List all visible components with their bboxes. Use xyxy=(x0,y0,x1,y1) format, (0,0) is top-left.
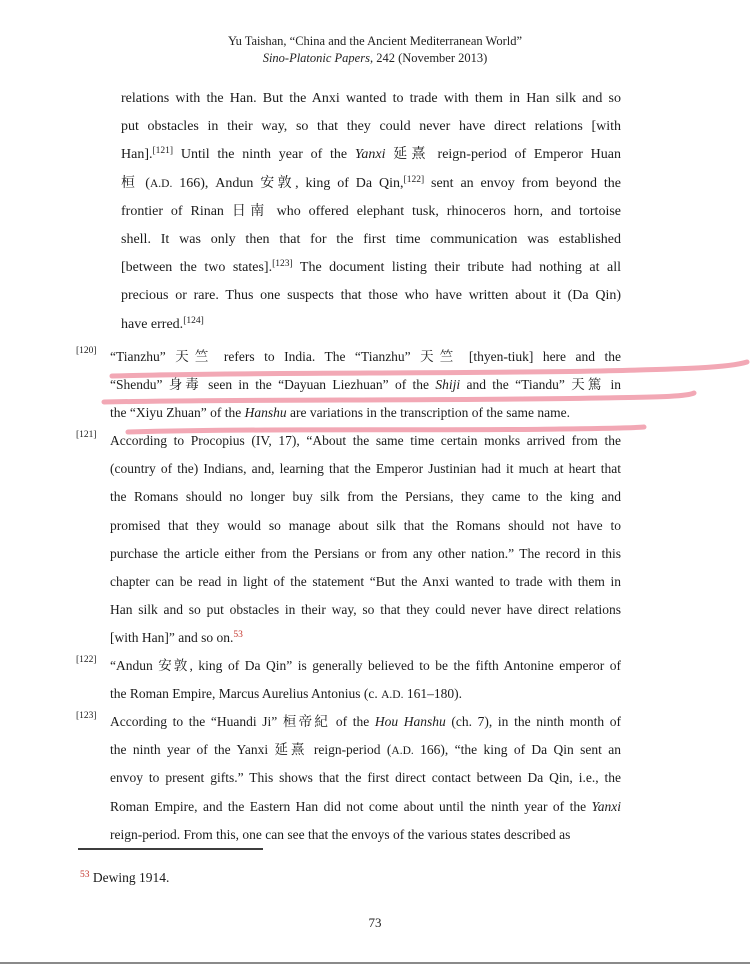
running-header xyxy=(0,33,750,67)
text-line: “Shendu” 身毒 seen in the “Dayuan Liezhuan” of the Shiji and the “Tiandu” 天篤 in xyxy=(110,377,621,393)
bottom-footnote xyxy=(80,868,169,890)
text-line: [with Han]” and so on.$^{53}$ xyxy=(110,629,243,645)
text-line: purchase the article either from the Persians or from any other nation.” The record in this xyxy=(110,545,621,561)
text-line: 桓 (A.D. 166), Andun 安敦, king of Da Qin,[122] sent an envoy from beyond the xyxy=(121,174,621,191)
text-line: the Romans should no longer buy silk from the Persians, they came to the king and xyxy=(110,489,621,505)
footnote xyxy=(76,708,621,848)
text-line: Roman Empire, and the Eastern Han did not come about until the ninth year of the Yanxi xyxy=(110,798,621,814)
footnote-label: [121] xyxy=(76,430,97,441)
text-line: “Andun 安敦, king of Da Qin” is generally believed to be the fifth Antonine emperor of xyxy=(110,658,621,674)
footnote xyxy=(76,427,621,652)
text-line: Han].[121] Until the ninth year of the Yanxi 延熹 reign-period of Emperor Huan xyxy=(121,146,621,163)
footnotes-section xyxy=(76,343,621,849)
text-line: put obstacles in their way, so that they could never have direct relations [with xyxy=(121,119,621,135)
text-line: shell. It was only then that for the first time communication was established xyxy=(121,231,621,247)
text-line: According to the “Huandi Ji” 桓帝紀 of the Hou Hanshu (ch. 7), in the ninth month of xyxy=(110,714,621,730)
text-line: promised that they would so manage about silk that the Romans should not have to xyxy=(110,517,621,533)
footnote xyxy=(76,343,621,427)
footnote-marker-53: 53 xyxy=(80,870,90,880)
text-line: Sino-Platonic Papers, 242 (November 2013) xyxy=(262,51,488,65)
text-line: Yu Taishan, “China and the Ancient Mediterranean World” xyxy=(227,34,523,48)
footnote-label: [123] xyxy=(76,711,97,722)
text-line: [between the two states].[123] The document listing their tribute had nothing at all xyxy=(121,259,621,276)
text-line: chapter can be read in light of the statement “But the Anxi wanted to trade with them in xyxy=(110,573,621,589)
bottom-footnote-text: Dewing 1914. xyxy=(92,870,170,885)
text-line: the Roman Empire, Marcus Aurelius Antonius (c. A.D. 161–180). xyxy=(110,686,462,702)
text-line: precious or rare. Thus one suspects that those who have written about it (Da Qin) xyxy=(121,288,621,304)
text-line: the ninth year of the Yanxi 延熹 reign-period (A.D. 166), “the king of Da Qin sent an xyxy=(110,742,621,758)
footnote xyxy=(76,652,621,708)
text-line: envoy to present gifts.” This shows that the first direct contact between Da Qin, i.e., the xyxy=(110,770,621,786)
text-line: (country of the) Indians, and, learning that the Emperor Justinian had it much at heart that xyxy=(110,461,621,477)
text-line: “Tianzhu” 天竺 refers to India. The “Tianzhu” 天竺 [thyen-tiuk] here and the xyxy=(110,349,621,364)
footnote-label: [120] xyxy=(76,346,97,356)
text-line: the “Xiyu Zhuan” of the Hanshu are variations in the transcription of the same name. xyxy=(110,405,570,421)
text-line: relations with the Han. But the Anxi wanted to trade with them in Han silk and so xyxy=(121,91,621,106)
footnote-label: [122] xyxy=(76,655,97,666)
text-line: According to Procopius (IV, 17), “About the same time certain monks arrived from the xyxy=(110,433,621,449)
text-line: Han silk and so put obstacles in their way, so that they could never have direct relations xyxy=(110,601,621,617)
footnote-separator-rule xyxy=(78,848,263,850)
text-line: have erred.[124] xyxy=(121,315,204,332)
text-line: frontier of Rinan 日南 who offered elephant tusk, rhinoceros horn, and tortoise xyxy=(121,203,621,219)
text-line: reign-period. From this, one can see that the envoys of the various states described as xyxy=(110,826,571,842)
body-paragraph xyxy=(121,85,621,339)
page-number: 73 xyxy=(368,915,382,930)
